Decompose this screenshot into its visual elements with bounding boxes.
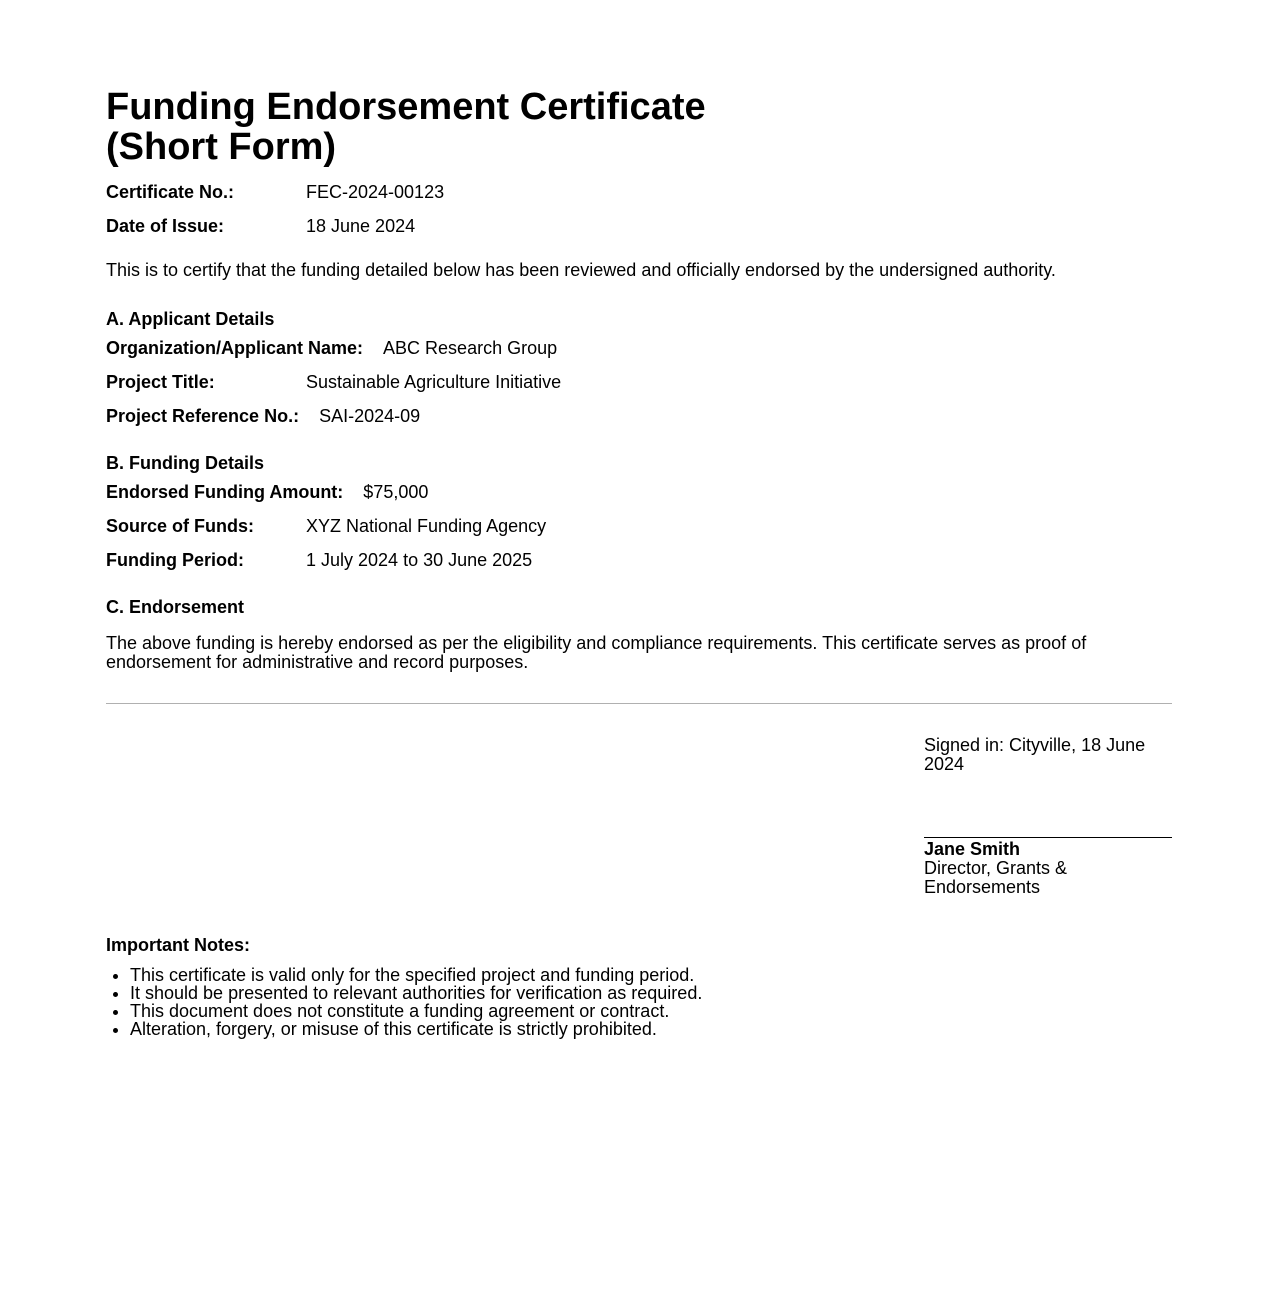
- certificate-no-label: Certificate No.:: [106, 182, 235, 202]
- note-item: • Alteration, forgery, or misuse of this certificate is strictly prohibited.: [130, 1020, 1172, 1038]
- funding-period-label: Funding Period:: [106, 550, 244, 570]
- signed-in-text: Signed in: Cityville, 18 June 2024: [924, 735, 1146, 774]
- important-notes-heading: Important Notes:: [106, 935, 250, 955]
- funding-amount-value: $75,000: [363, 482, 429, 502]
- signature-line: [924, 837, 1172, 897]
- project-reference-row: [106, 407, 1172, 426]
- certificate-no-value: FEC-2024-00123: [306, 182, 445, 202]
- funding-period-value: 1 July 2024 to 30 June 2025: [306, 550, 533, 570]
- source-of-funds-row: [106, 517, 1172, 536]
- certificate-no-row: [106, 183, 1172, 202]
- page-title-line2: (Short Form): [106, 126, 337, 168]
- organization-name-row: [106, 339, 1172, 358]
- source-of-funds-value: XYZ National Funding Agency: [306, 516, 547, 536]
- source-of-funds-label: Source of Funds:: [106, 516, 254, 536]
- project-reference-label: Project Reference No.:: [106, 406, 300, 426]
- signatory-role: Director, Grants & Endorsements: [924, 858, 1068, 897]
- intro-paragraph: This is to certify that the funding detailed below has been reviewed and officially endorsed by the undersigned authority.: [106, 260, 1056, 280]
- section-divider: [106, 703, 1172, 704]
- project-title-row: [106, 373, 1172, 392]
- project-title-value: Sustainable Agriculture Initiative: [306, 372, 562, 392]
- signature-block: [924, 736, 1172, 897]
- page-title-line1: Funding Endorsement Certificate: [106, 86, 706, 128]
- section-c-heading: C. Endorsement: [106, 597, 245, 617]
- funding-amount-label: Endorsed Funding Amount:: [106, 482, 344, 502]
- date-of-issue-label: Date of Issue:: [106, 216, 225, 236]
- signatory-name: Jane Smith: [924, 839, 1021, 859]
- page-title: [106, 87, 1172, 167]
- date-of-issue-value: 18 June 2024: [306, 216, 416, 236]
- note-item: • This document does not constitute a funding agreement or contract.: [130, 1002, 1172, 1020]
- project-title-label: Project Title:: [106, 372, 215, 392]
- date-of-issue-row: [106, 217, 1172, 236]
- important-notes-list: [106, 966, 1172, 1038]
- funding-amount-row: [106, 483, 1172, 502]
- note-item: • It should be presented to relevant authorities for verification as required.: [130, 984, 1172, 1002]
- section-b-heading: B. Funding Details: [106, 453, 265, 473]
- endorsement-paragraph: The above funding is hereby endorsed as per the eligibility and compliance requirements. This certificate serves as proof of endorsement for administrative and record purposes.: [106, 633, 1087, 672]
- note-item: • This certificate is valid only for the specified project and funding period.: [130, 966, 1172, 984]
- organization-name-label: Organization/Applicant Name:: [106, 338, 364, 358]
- project-reference-value: SAI-2024-09: [319, 406, 421, 426]
- organization-name-value: ABC Research Group: [383, 338, 558, 358]
- funding-period-row: [106, 551, 1172, 570]
- section-a-heading: A. Applicant Details: [106, 309, 275, 329]
